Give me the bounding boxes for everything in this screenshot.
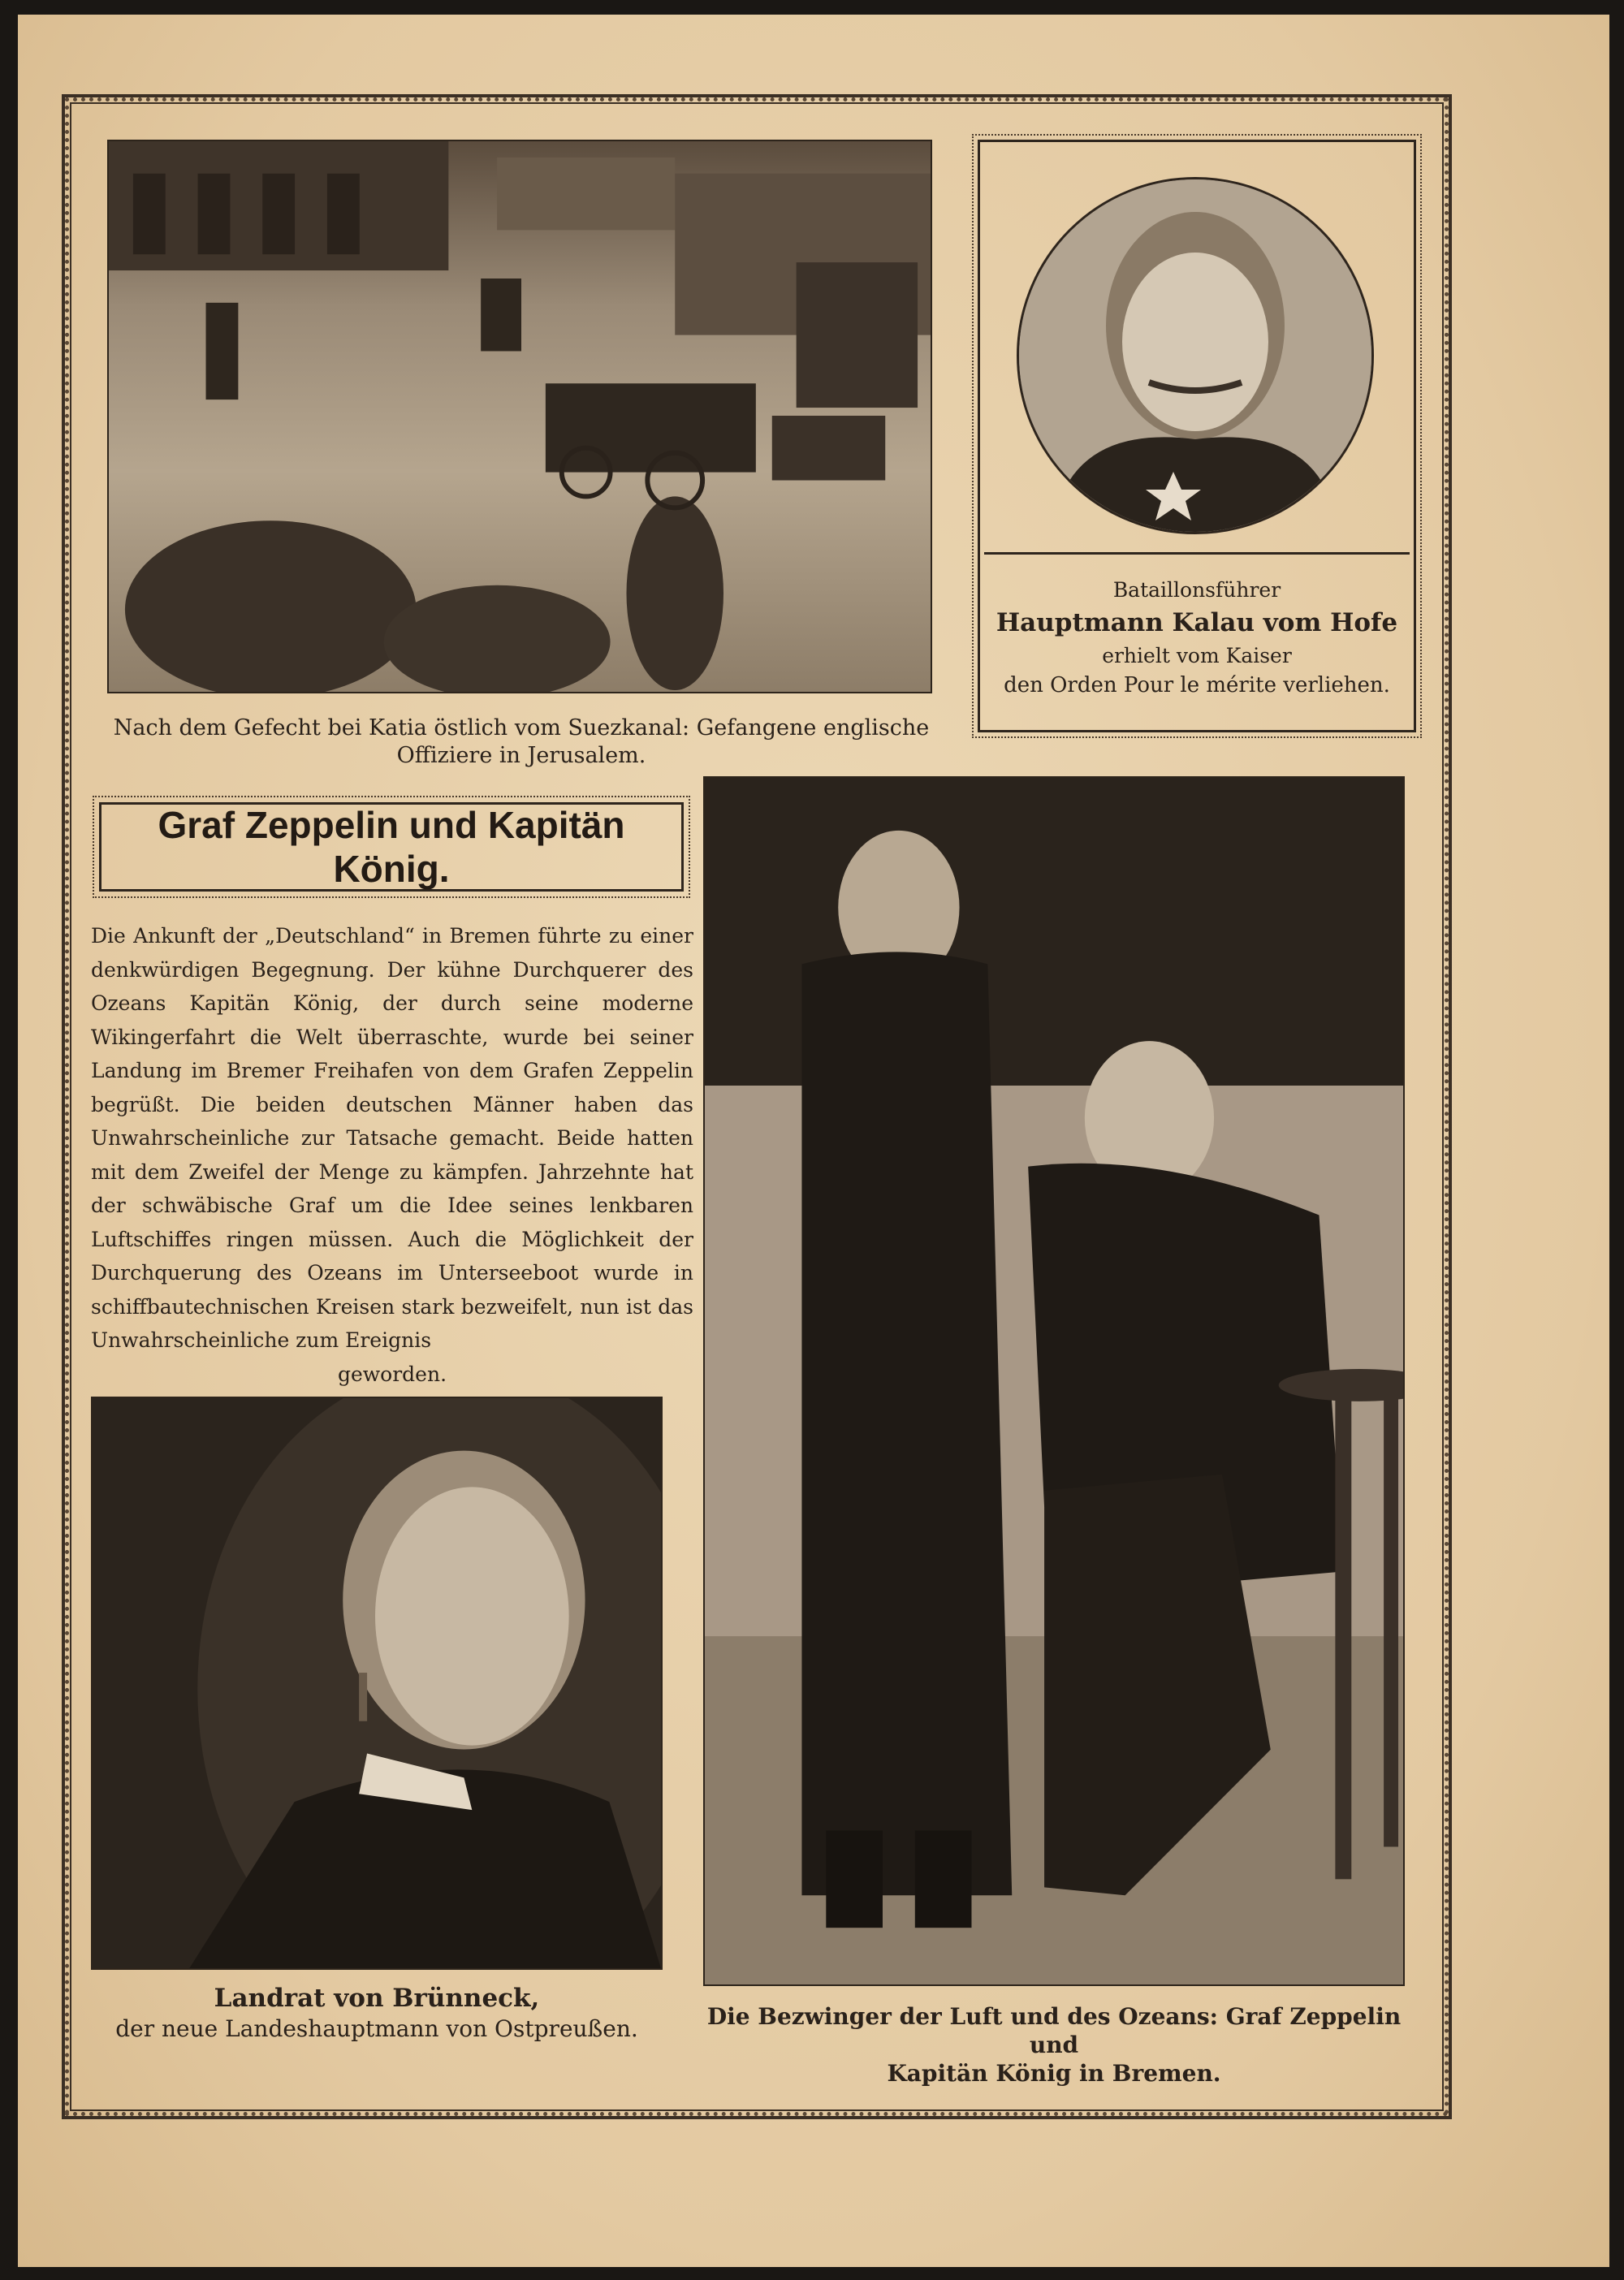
top-photo-caption [89,715,953,770]
top-photo-caption-line2: Offiziere in Jerusalem. [396,743,646,768]
landrat-brunneck-photo [91,1397,663,1970]
right-photo-caption-line1: Die Bezwinger der Luft und des Ozeans: Graf Zeppelin und [706,2003,1402,2058]
article-body-last-line: geworden. [337,1362,447,1386]
left-photo-caption-name: Landrat von Brünneck, [214,1984,540,2013]
left-photo-caption-line2: der neue Landeshauptmann von Ostpreußen. [115,2015,638,2042]
portrait-caption-line1: Bataillonsführer [1112,578,1281,602]
article-title-box [99,802,684,892]
portrait-divider [984,552,1410,555]
article-body-text: Die Ankunft der „Deutschland“ in Bremen führte zu einer denkwürdigen Begegnung. Der kühne Durchquerer des Ozeans Kapitän König, der durch seine moderne Wikingerfahrt die Welt überraschte, wurde bei seiner Landung im Bremer Freihafen von dem Grafen Zeppelin begrüßt. Die beiden deutschen Männer haben das Unwahrscheinliche zur Tatsache gemacht. Beide hatten mit dem Zweifel der Menge zu kämpfen. Jahrzehnte hat der schwäbische Graf um die Idee seines lenkbaren Luftschiffes ringen müssen. Auch die Möglichkeit der Durchquerung des Ozeans im Unterseeboot wurde in schiffbautechnischen Kreisen stark bezweifelt, nun ist das Unwahrscheinliche zum Ereignis [91,924,693,1352]
article-title: Graf Zeppelin und Kapitän König. [158,804,625,890]
right-photo-caption [687,2002,1421,2088]
portrait-caption [987,575,1406,701]
portrait-caption-name: Hauptmann Kalau vom Hofe [996,608,1398,637]
jerusalem-street-photo [107,140,932,693]
right-photo-caption-line2: Kapitän König in Bremen. [887,2060,1221,2087]
portrait-caption-line3: erhielt vom Kaiser [1102,644,1292,667]
portrait-caption-line4: den Orden Pour le mérite verliehen. [1004,673,1390,697]
article-body [91,919,693,1391]
left-photo-caption [73,1983,680,2045]
oval-portrait-kalau [1017,177,1374,534]
top-photo-caption-line1: Nach dem Gefecht bei Katia östlich vom Suezkanal: Gefangene englische [113,715,930,741]
zeppelin-koenig-photo [703,776,1405,1986]
